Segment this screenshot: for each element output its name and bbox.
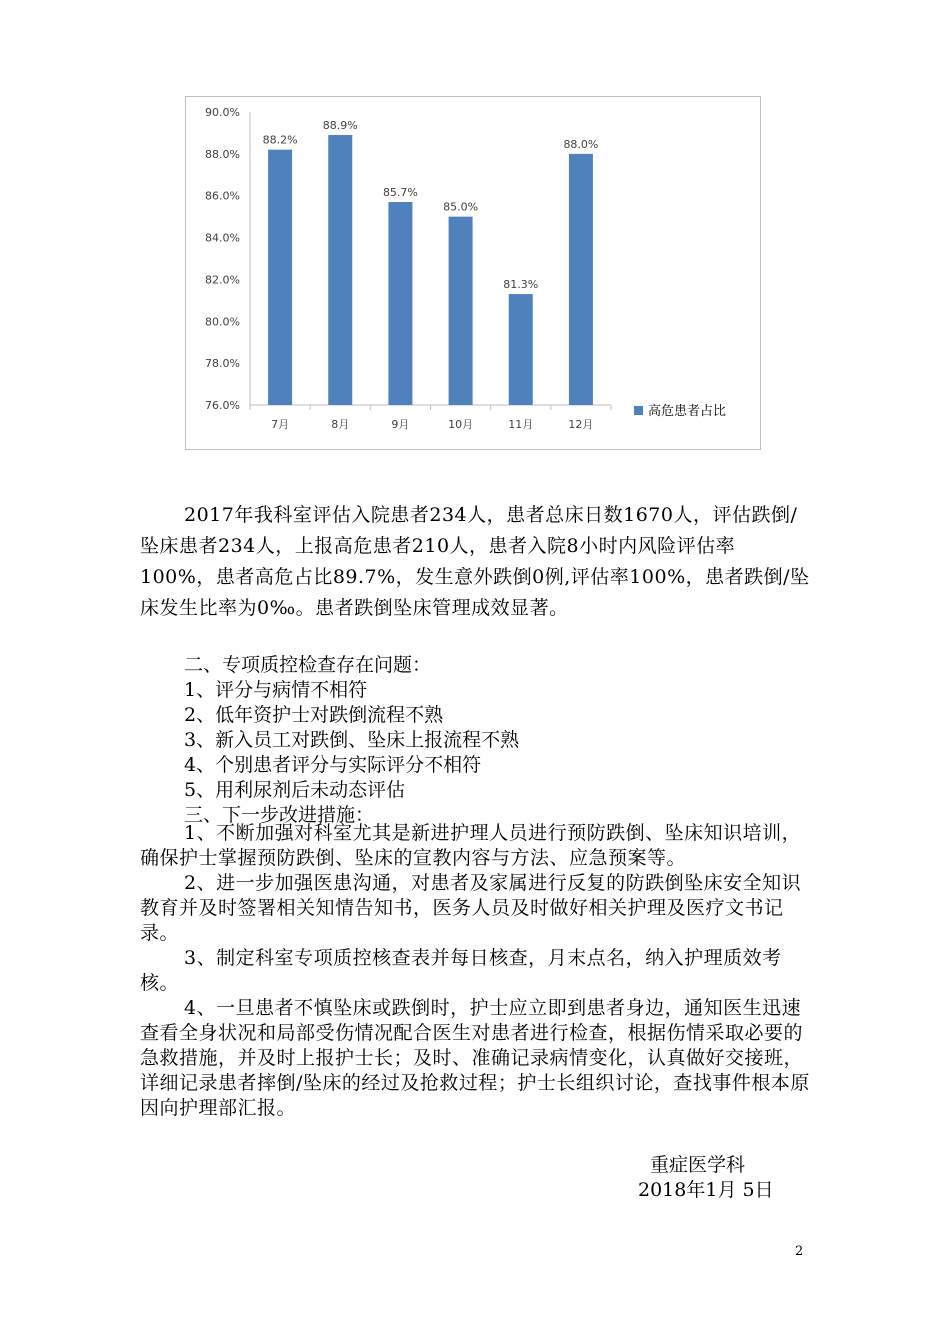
bar-12月 bbox=[569, 154, 593, 405]
bar-9月 bbox=[388, 202, 412, 405]
data-label: 88.9% bbox=[322, 119, 358, 133]
y-tick-label: 84.0% bbox=[205, 231, 240, 245]
measure-item: 1、不断加强对科室尤其是新进护理人员进行预防跌倒、坠床知识培训，确保护士掌握预防跌倒、坠床的宣教内容与方法、应急预案等。 bbox=[140, 822, 802, 869]
list-item: 2、低年资护士对跌倒流程不熟 bbox=[184, 704, 444, 726]
signature-department: 重症医学科 bbox=[650, 1154, 746, 1176]
y-tick-label: 90.0% bbox=[205, 106, 240, 119]
list-item: 4、个别患者评分与实际评分不相符 bbox=[184, 754, 482, 776]
y-tick-label: 80.0% bbox=[205, 315, 240, 329]
data-label: 88.2% bbox=[262, 133, 298, 147]
section2-heading: 二、专项质控检查存在问题： bbox=[184, 654, 432, 676]
legend-label: 高危患者占比 bbox=[648, 404, 727, 419]
y-tick-label: 86.0% bbox=[205, 189, 240, 203]
data-label: 88.0% bbox=[563, 137, 599, 151]
x-tick-label: 12月 bbox=[568, 418, 594, 431]
x-tick-label: 10月 bbox=[448, 418, 474, 431]
data-label: 81.3% bbox=[503, 278, 539, 292]
bar-11月 bbox=[509, 294, 533, 405]
data-label: 85.0% bbox=[443, 200, 479, 214]
x-tick-label: 11月 bbox=[508, 418, 534, 431]
bar-7月 bbox=[268, 150, 292, 405]
bar-10月 bbox=[449, 217, 473, 405]
y-tick-label: 88.0% bbox=[205, 147, 240, 161]
y-tick-label: 78.0% bbox=[205, 357, 240, 371]
bar-chart bbox=[185, 96, 761, 450]
bar-8月 bbox=[328, 135, 352, 405]
measure-item: 4、一旦患者不慎坠床或跌倒时，护士应立即到患者身边，通知医生迅速查看全身状况和局部受伤情况配合医生对患者进行检查，根据伤情采取必要的急救措施，并及时上报护士长；及时、准确记录病情变化，认真做好交接班，详细记录患者摔倒/坠床的经过及抢救过程；护士长组织讨论，查找事件根本原因向护理部汇报。 bbox=[140, 997, 810, 1119]
x-tick-label: 8月 bbox=[331, 418, 350, 431]
measure-item: 2、进一步加强医患沟通，对患者及家属进行反复的防跌倒坠床安全知识教育并及时签署相关知情告知书，医务人员及时做好相关护理及医疗文书记录。 bbox=[140, 872, 802, 944]
data-label: 85.7% bbox=[382, 185, 418, 199]
signature-date: 2018年1月 5日 bbox=[638, 1179, 774, 1201]
x-tick-label: 7月 bbox=[271, 418, 290, 431]
list-item: 5、用利尿剂后未动态评估 bbox=[184, 779, 406, 801]
summary-paragraph: 2017年我科室评估入院患者234人，患者总床日数1670人，评估跌倒/坠床患者234人，上报高危患者210人，患者入院8小时内风险评估率100%，患者高危占比89.7%，发生意外跌倒0例,评估率100%，患者跌倒/坠床发生比率为0‰。患者跌倒坠床管理成效显著。 bbox=[140, 504, 810, 619]
list-item: 3、新入员工对跌倒、坠床上报流程不熟 bbox=[184, 729, 520, 751]
list-item: 1、评分与病情不相符 bbox=[184, 679, 368, 701]
measure-item: 3、制定科室专项质控核查表并每日核查，月末点名，纳入护理质效考核。 bbox=[140, 947, 782, 994]
x-tick-label: 9月 bbox=[391, 418, 410, 431]
y-tick-label: 76.0% bbox=[205, 399, 240, 412]
y-tick-label: 82.0% bbox=[205, 273, 240, 287]
legend-swatch bbox=[634, 406, 643, 415]
section3-heading: 三、下一步改进措施： bbox=[184, 804, 375, 826]
page-number: 2 bbox=[795, 1244, 804, 1259]
chart-svg bbox=[186, 97, 762, 451]
